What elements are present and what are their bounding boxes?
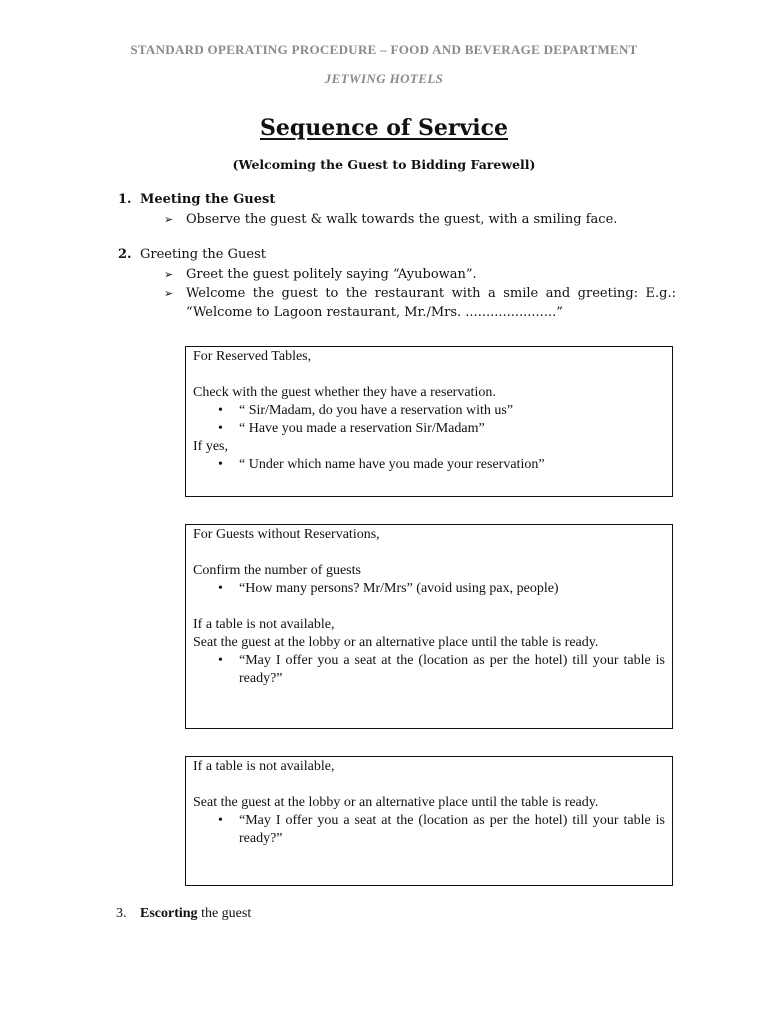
header-department: STANDARD OPERATING PROCEDURE – FOOD AND BEVERAGE DEPARTMENT: [130, 42, 638, 57]
section-2-item-text: Welcome the guest to the restaurant with a smile and greeting: E.g.: “Welcome to Lagoon restaurant, Mr./Mrs. ......................”: [186, 286, 676, 320]
box-heading: For Guests without Reservations,: [193, 527, 380, 542]
list-item: [193, 580, 665, 598]
section-3-title-rest: the guest: [197, 906, 252, 921]
section-1-item: [164, 210, 676, 229]
section-1-title: Meeting the Guest: [140, 192, 276, 207]
section-2-item: [164, 284, 676, 322]
section-2-number: 2.: [118, 247, 132, 262]
round-bullet-icon: •: [218, 653, 223, 668]
box-instruction: Seat the guest at the lobby or an alternative place until the table is ready.: [193, 635, 599, 650]
section-3-title: [140, 906, 251, 922]
round-bullet-icon: •: [218, 403, 223, 418]
table-unavailable-box: [185, 756, 673, 886]
section-3-number: 3.: [116, 906, 127, 921]
no-reservation-box: [185, 524, 673, 729]
section-1-number: 1.: [118, 192, 132, 207]
page-subtitle: (Welcoming the Guest to Bidding Farewell): [232, 157, 536, 172]
round-bullet-icon: •: [218, 581, 223, 596]
list-item: [193, 812, 665, 848]
reserved-tables-box: [185, 346, 673, 497]
list-item-text: “May I offer you a seat at the (location as per the hotel) till your table is ready?”: [239, 653, 665, 686]
section-2-title: Greeting the Guest: [140, 247, 266, 262]
arrow-bullet-icon: ➢: [164, 213, 174, 226]
list-item: [193, 652, 665, 688]
box-heading: For Reserved Tables,: [193, 349, 312, 364]
section-2-item-text: Greet the guest politely saying “Ayubowan”.: [186, 267, 477, 282]
section-2-item: [164, 265, 676, 284]
arrow-bullet-icon: ➢: [164, 287, 174, 300]
box-condition: If yes,: [193, 439, 228, 454]
arrow-bullet-icon: ➢: [164, 268, 174, 281]
round-bullet-icon: •: [218, 457, 223, 472]
list-item-text: “ Sir/Madam, do you have a reservation with us”: [239, 403, 514, 418]
list-item: [193, 420, 665, 438]
header-company: JETWING HOTELS: [324, 71, 444, 86]
list-item-text: “May I offer you a seat at the (location as per the hotel) till your table is ready?”: [239, 813, 665, 846]
box-intro: Confirm the number of guests: [193, 563, 361, 578]
section-3-title-bold: Escorting: [140, 906, 198, 921]
round-bullet-icon: •: [218, 421, 223, 436]
box-heading: If a table is not available,: [193, 759, 335, 774]
list-item: [193, 402, 665, 420]
box-condition: If a table is not available,: [193, 617, 335, 632]
list-item-text: “How many persons? Mr/Mrs” (avoid using pax, people): [239, 581, 559, 596]
box-instruction: Seat the guest at the lobby or an alternative place until the table is ready.: [193, 795, 599, 810]
list-item-text: “ Have you made a reservation Sir/Madam”: [239, 421, 485, 436]
section-1-item-text: Observe the guest & walk towards the guest, with a smiling face.: [186, 212, 618, 227]
box-intro: Check with the guest whether they have a reservation.: [193, 385, 496, 400]
round-bullet-icon: •: [218, 813, 223, 828]
page-title: Sequence of Service: [259, 115, 509, 141]
list-item-text: “ Under which name have you made your reservation”: [239, 457, 545, 472]
list-item: [193, 456, 665, 474]
